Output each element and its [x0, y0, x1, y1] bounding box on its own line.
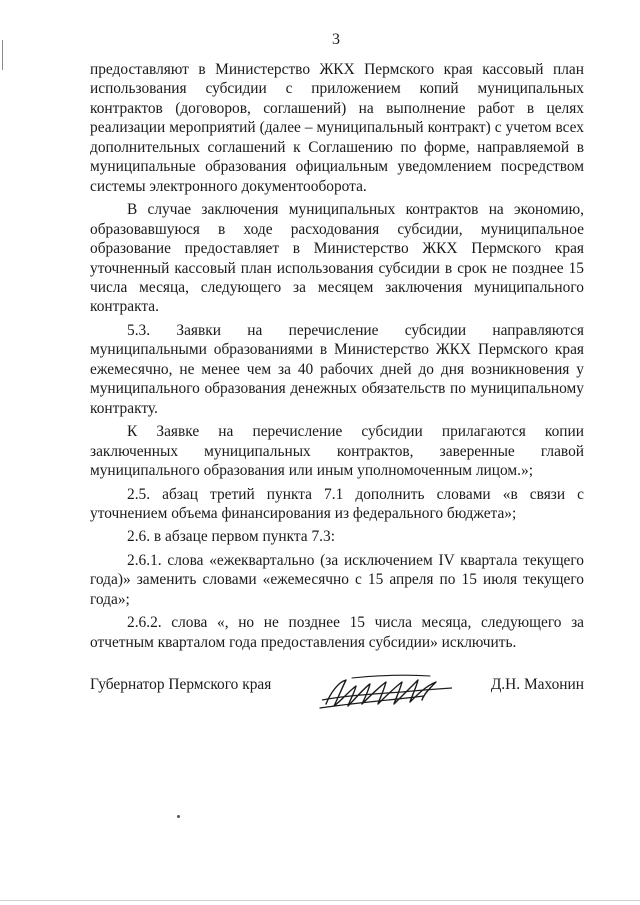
paragraph-prilagayutsya: К Заявке на перечисление субсидии прилагаются копии заключенных муниципальных контрактов, заверенные главой муниципального образования или иным уполномоченным лицом.»; — [90, 423, 584, 480]
paragraph-zayavki: 5.3. Заявки на перечисление субсидии направляются муниципальными образованиями в Министерство ЖКХ Пермского края ежемесячно, не менее чем за 40 рабочих дней до дня возникновения у муниципального образования денежных обязательств по муниципальному контракту. — [90, 321, 584, 417]
paragraph-2-6-2: 2.6.2. слова «, но не позднее 15 числа месяца, следующего за отчетным кварталом года предоставления субсидии» исключить. — [90, 614, 584, 651]
signatory-position: Губернатор Пермского края — [90, 676, 272, 693]
paragraph-2-6: 2.6. в абзаце первом пункта 7.3: — [127, 528, 335, 546]
page-number: 3 — [332, 31, 340, 48]
handwritten-signature — [312, 670, 460, 712]
stray-dot — [177, 815, 180, 818]
scan-bottom-edge — [0, 900, 640, 901]
paragraph-ekonomiya: В случае заключения муниципальных контрактов на экономию, образовавшуюся в ходе расходования субсидии, муниципальное образование предоставляет в Министерство ЖКХ Пермского края уточненный кассовый план использования субсидии в срок не позднее 15 числа месяца, следующего за месяцем заключения муниципального контракта. — [90, 201, 584, 316]
paragraph-2-5: 2.5. абзац третий пункта 7.1 дополнить словами «в связи с уточнением объема финансирования из федерального бюджета»; — [90, 485, 584, 522]
signature-block — [90, 670, 584, 720]
signatory-name: Д.Н. Махонин — [490, 676, 584, 693]
paragraph-2-6-1: 2.6.1. слова «ежеквартально (за исключением IV квартала текущего года)» заменить словами «ежемесячно с 15 апреля по 15 июля текущего года»; — [90, 551, 584, 608]
paragraph-kassovy-plan: предоставляют в Министерство ЖКХ Пермского края кассовый план использования субсидии с приложением копий муниципальных контрактов (договоров, соглашений) на выполнение работ в целях реализации мероприятий (далее – муниципальный контракт) с учетом всех дополнительных соглашений к Соглашению по форме, направляемой в муниципальные образования официальным уведомлением посредством системы электронного документооборота. — [90, 61, 584, 195]
document-body — [90, 60, 584, 652]
